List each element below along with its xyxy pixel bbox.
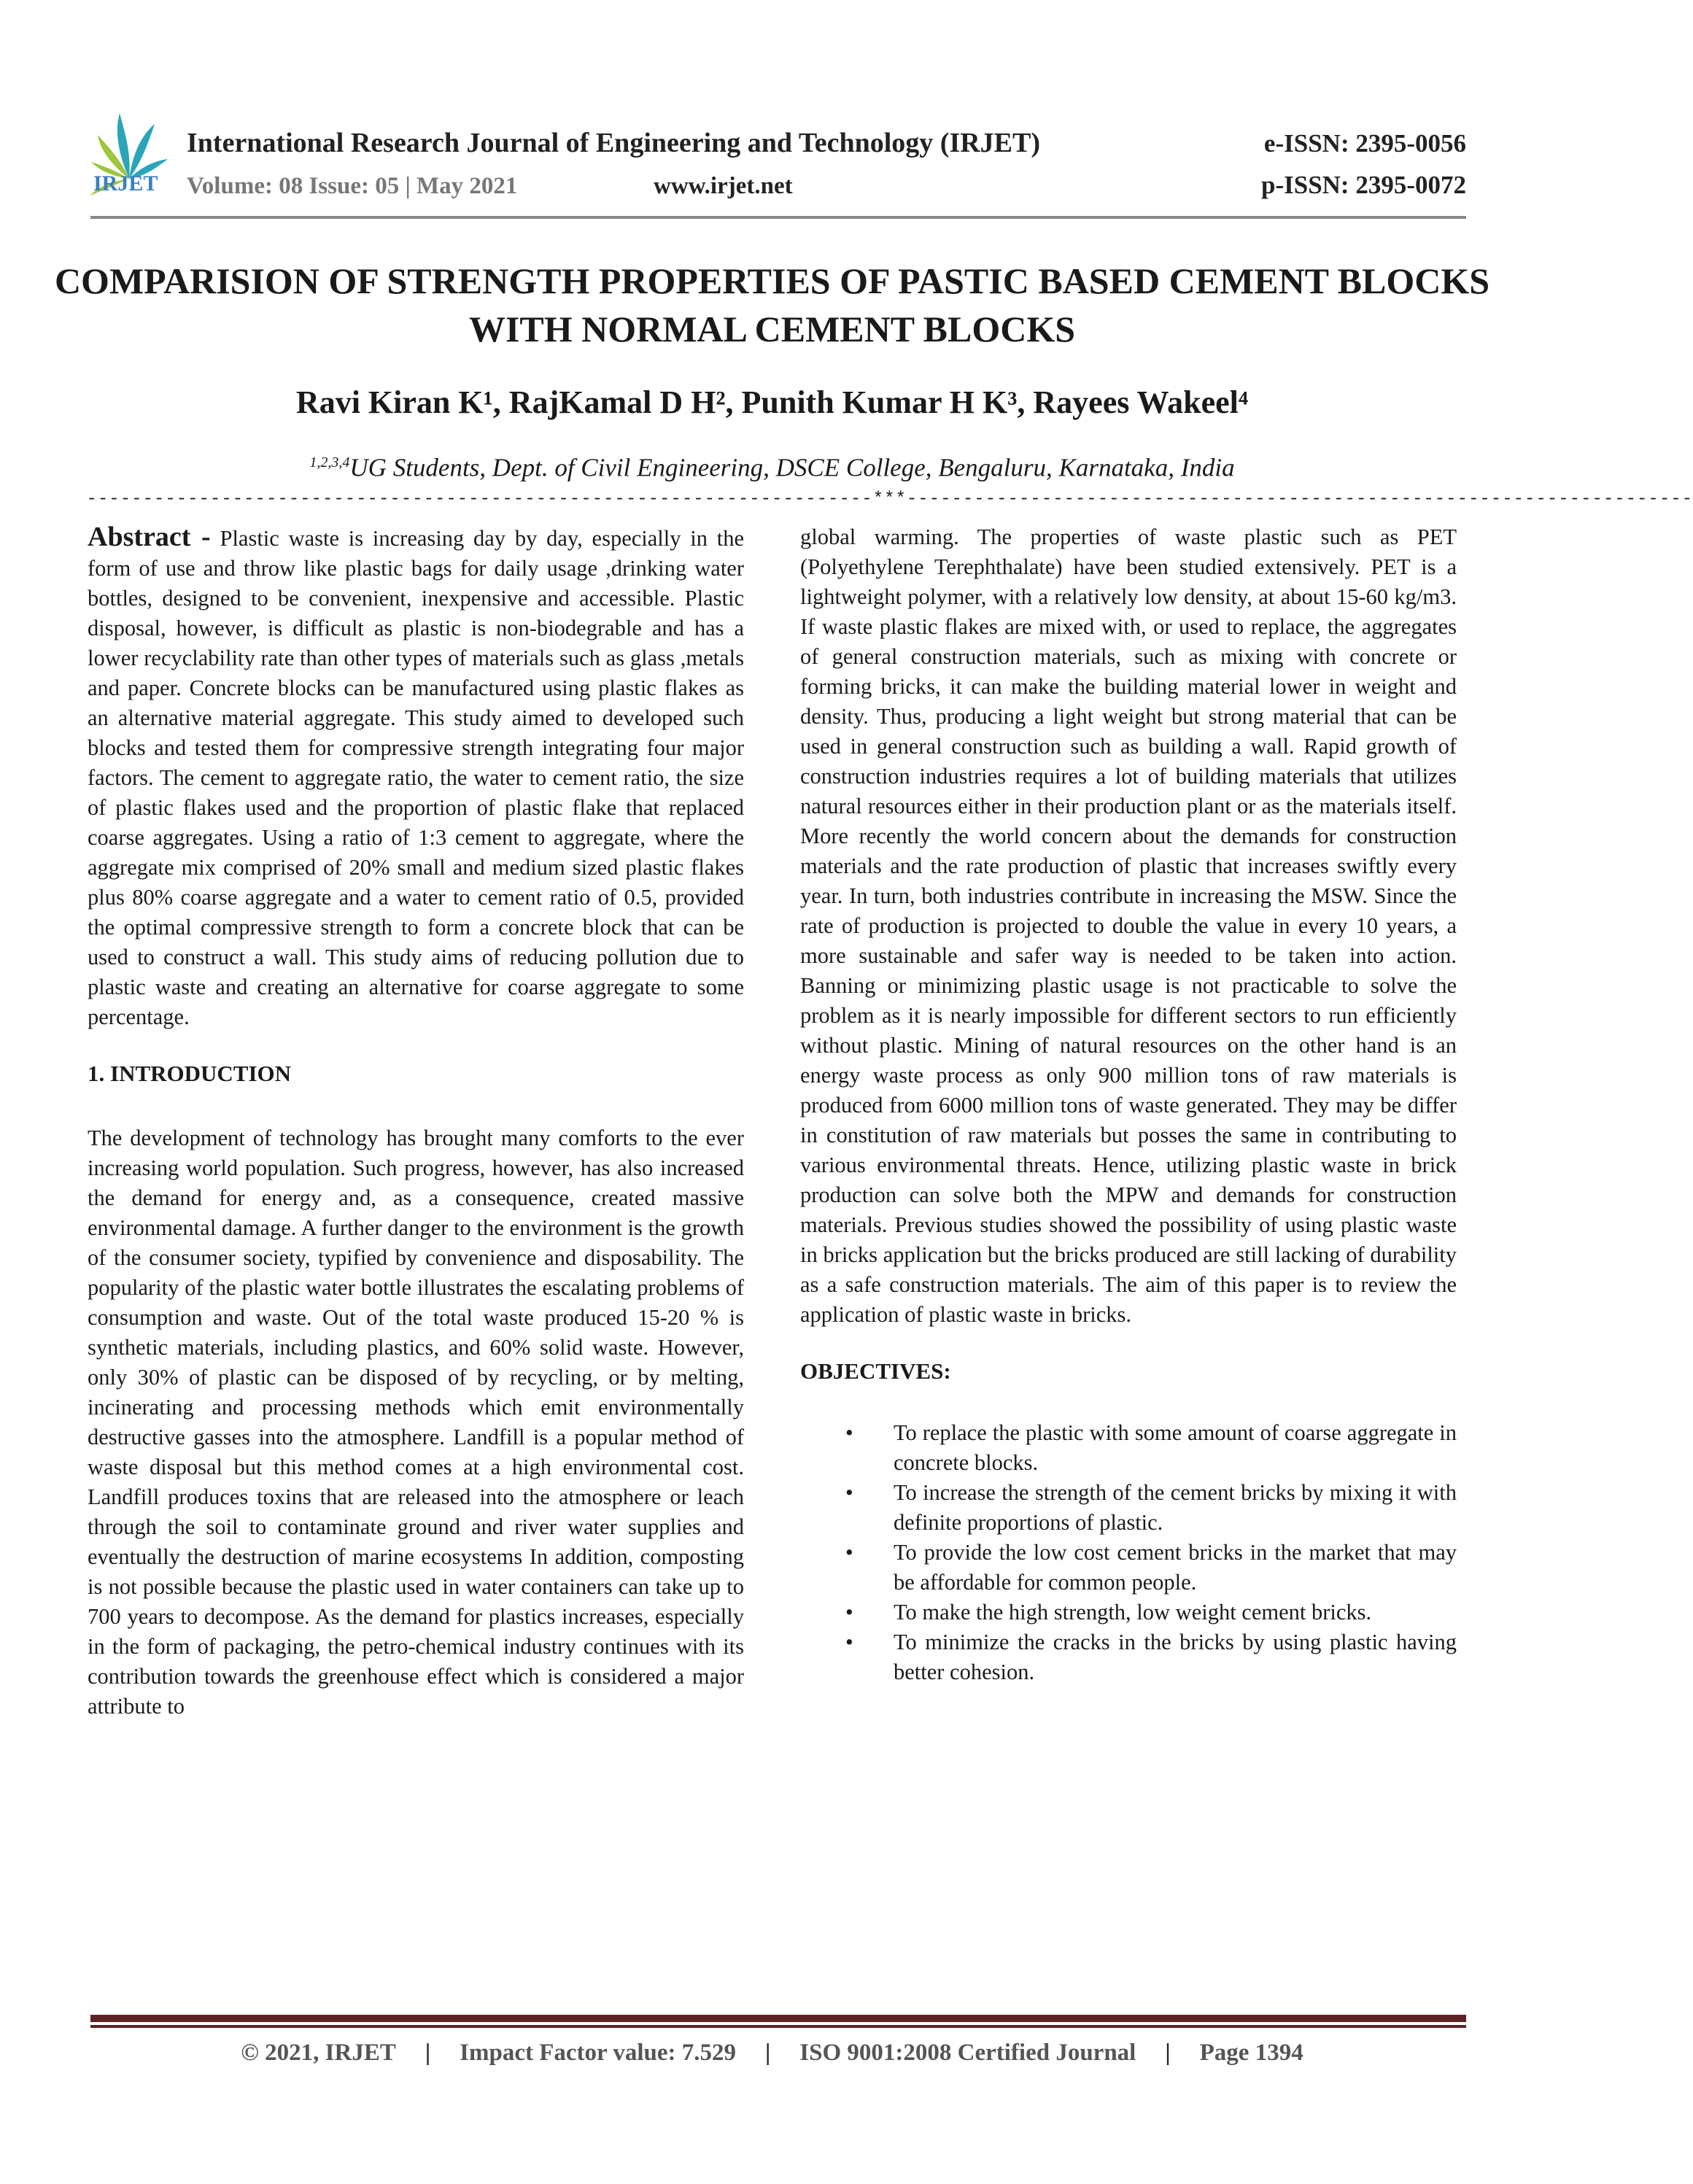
objective-item: • To provide the low cost cement bricks in the market that may be affordable for common people.: [800, 1538, 1457, 1598]
volume-issue: Volume: 08 Issue: 05 | May 2021: [187, 173, 518, 199]
intro-heading: 1. INTRODUCTION: [88, 1060, 292, 1086]
footer-page: Page 1394: [1199, 2040, 1303, 2066]
journal-title: International Research Journal of Engineering and Technology (IRJET): [187, 128, 1041, 158]
header-row-bottom: [187, 171, 1466, 200]
abstract-text: Plastic waste is increasing day by day, especially in the form of use and throw like plastic bags for daily usage ,drinking water bottles, designed to be convenient, inexpensive and accessible. Plastic disposal, however, is difficult as plastic is non-biodegrable and has a lower recyclability rate than other types of materials such as glass ,metals and paper. Concrete blocks can be manufactured using plastic flakes as an alternative material aggregate. This study aimed to developed such blocks and tested them for compressive strength integrating four major factors. The cement to aggregate ratio, the water to cement ratio, the size of plastic flakes used and the proportion of plastic flake that replaced coarse aggregates. Using a ratio of 1:3 cement to aggregate, where the aggregate mix comprised of 20% small and medium sized plastic flakes plus 80% coarse aggregate and a water to cement ratio of 0.5, provided the optimal compressive strength to form a concrete block that can be used to construct a wall. This study aims of reducing pollution due to plastic waste and creating an alternative for coarse aggregate to some percentage.: [88, 525, 744, 1029]
p-issn: p-ISSN: 2395-0072: [1260, 171, 1466, 199]
abstract-label: Abstract -: [88, 521, 211, 552]
right-column: [800, 522, 1457, 1722]
objectives-heading: OBJECTIVES:: [800, 1358, 951, 1384]
footer-iso: ISO 9001:2008 Certified Journal: [799, 2040, 1136, 2066]
footer-separator: |: [425, 2040, 431, 2066]
objective-item: • To increase the strength of the cement bricks by mixing it with definite proportions of plastic.: [800, 1478, 1457, 1538]
header-rule: [90, 216, 1466, 219]
left-column: [88, 522, 744, 1722]
authors: Ravi Kiran K¹, RajKamal D H², Punith Kumar H K³, Rayees Wakeel⁴: [295, 384, 1249, 420]
header-row-top: [187, 127, 1466, 159]
paper-title: COMPARISION OF STRENGTH PROPERTIES OF PASTIC BASED CEMENT BLOCKS WITH NORMAL CEMENT BLOCKS: [54, 260, 1490, 349]
objectives-list: [800, 1418, 1457, 1687]
affiliation: [39, 446, 1505, 484]
footer-impact-factor: Impact Factor value: 7.529: [460, 2040, 736, 2066]
affiliation-text: UG Students, Dept. of Civil Engineering, DSCE College, Bengaluru, Karnataka, India: [349, 453, 1235, 482]
footer-separator: |: [765, 2040, 771, 2066]
intro-paragraph: The development of technology has brought many comforts to the ever increasing world population. Such progress, however, has also increased the demand for energy and, as a consequence, created massive environmental damage. A further danger to the environment is the growth of the consumer society, typified by convenience and disposability. The popularity of the plastic water bottle illustrates the escalating problems of consumption and waste. Out of the total waste produced 15-20 % is synthetic materials, including plastics, and 60% solid waste. However, only 30% of plastic can be disposed of by recycling, or by melting, incinerating and processing methods which emit environmentally destructive gasses into the atmosphere. Landfill is a popular method of waste disposal but this method comes at a high environmental cost. Landfill produces toxins that are released into the atmosphere or leach through the soil to contaminate ground and river water supplies and eventually the destruction of marine ecosystems In addition, composting is not possible because the plastic used in water containers can take up to 700 years to decompose. As the demand for plastics increases, especially in the form of packaging, the petro-chemical industry continues with its contribution towards the greenhouse effect which is considered a major attribute to: [88, 1125, 744, 1719]
e-issn: e-ISSN: 2395-0056: [1263, 129, 1466, 158]
separator: ----------------------------------------------------------------------***----------------------------------------------------------------------: [86, 489, 1693, 509]
footer-copyright: © 2021, IRJET: [241, 2040, 396, 2066]
footer: [0, 2040, 1544, 2067]
abstract: [88, 522, 744, 1032]
footer-separator: |: [1165, 2040, 1171, 2066]
website-link[interactable]: www.irjet.net: [654, 173, 793, 199]
objective-item: • To minimize the cracks in the bricks by using plastic having better cohesion.: [800, 1627, 1457, 1687]
intro-continued: global warming. The properties of waste plastic such as PET (Polyethylene Terephthalate) have been studied extensively. PET is a lightweight polymer, with a relatively low density, at about 15-60 kg/m3. If waste plastic flakes are mixed with, or used to replace, the aggregates of general construction materials, such as mixing with concrete or forming bricks, it can make the building material lower in weight and density. Thus, producing a light weight but strong material that can be used in general construction such as building a wall. Rapid growth of construction industries requires a lot of building materials that utilizes natural resources either in their production plant or as the materials itself. More recently the world concern about the demands for construction materials and the rate production of plastic that increases swiftly every year. In turn, both industries contribute in increasing the MSW. Since the rate of production is projected to double the value in every 10 years, a more sustainable and safer way is needed to be taken into action. Banning or minimizing plastic usage is not practicable to solve the problem as it is nearly impossible for different sectors to run efficiently without plastic. Mining of natural resources on the other hand is an energy waste process as only 900 million tons of raw materials is produced from 6000 million tons of waste generated. They may be differ in constitution of raw materials but posses the same in contributing to various environmental threats. Hence, utilizing plastic waste in brick production can solve both the MPW and demands for construction materials. Previous studies showed the possibility of using plastic waste in bricks application but the bricks produced are still lacking of durability as a safe construction materials. The aim of this paper is to review the application of plastic waste in bricks.: [800, 524, 1457, 1327]
footer-rule-thin: [90, 2025, 1466, 2028]
objective-item: • To make the high strength, low weight cement bricks.: [800, 1598, 1457, 1627]
paper-body: [39, 257, 1693, 1722]
objective-item: • To replace the plastic with some amount of coarse aggregate in concrete blocks.: [800, 1418, 1457, 1478]
footer-rule: [90, 2015, 1466, 2022]
affiliation-sup: 1,2,3,4: [309, 454, 350, 471]
columns: [88, 522, 1457, 1722]
logo-text: IRJET: [93, 171, 158, 195]
